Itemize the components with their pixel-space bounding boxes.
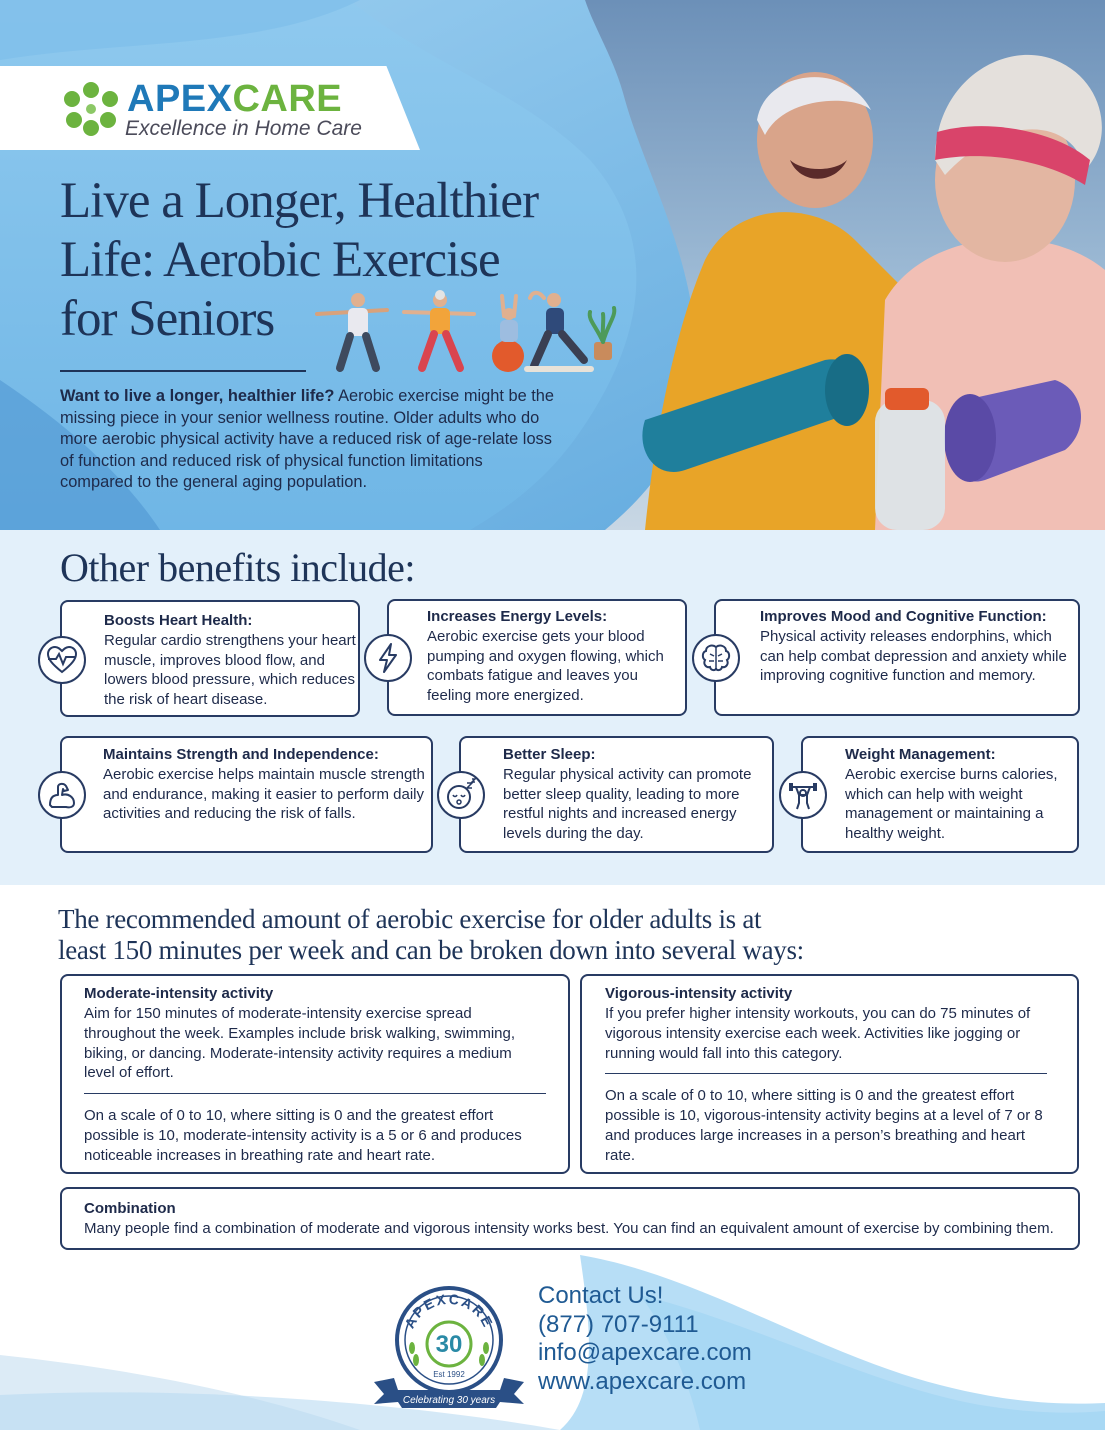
recommendation-heading	[58, 904, 958, 966]
badge-ribbon-text: Celebrating 30 years	[402, 1395, 496, 1406]
flower-logo-icon	[60, 80, 122, 136]
contact-website[interactable]: www.apexcare.com	[538, 1367, 747, 1395]
sleeping-face-icon	[437, 771, 485, 819]
weightlifter-icon	[779, 771, 827, 819]
moderate-title: Moderate-intensity activity	[84, 985, 274, 1002]
contact-block	[538, 1282, 752, 1396]
benefit-card-mood	[714, 599, 1080, 716]
moderate-text-1: Aim for 150 minutes of moderate-intensity exercise spread throughout the week. Examples include brisk walking, swimming, biking, or dancing. Moderate-intensity activity requires a medium level of effort.	[84, 1005, 516, 1082]
benefits-heading: Other benefits include:	[60, 545, 416, 590]
recommendation-heading-line-2: least 150 minutes per week and can be broken down into several ways:	[58, 935, 804, 965]
vigorous-text-2: On a scale of 0 to 10, where sitting is 0 and the greatest effort possible is 10, vigorous-intensity activity begins at a level of 7 or 8 and produces large increases in a person’s breathing and heart rate.	[605, 1087, 1043, 1164]
exercising-seniors-illustration	[312, 286, 622, 378]
hero-section	[0, 0, 1105, 530]
benefit-title: Boosts Heart Health:	[104, 612, 253, 629]
contact-heading: Contact Us!	[538, 1282, 664, 1309]
benefit-text: Aerobic exercise helps maintain muscle strength and endurance, making it easier to perform daily activities and reducing the risk of falls.	[103, 766, 425, 823]
badge-established: Est 1992	[433, 1370, 465, 1379]
title-line-2: Life: Aerobic Exercise	[60, 232, 500, 288]
title-line-3: for Seniors	[60, 291, 275, 347]
vigorous-divider	[605, 1073, 1047, 1074]
recommendation-heading-line-1: The recommended amount of aerobic exercise for older adults is at	[58, 904, 762, 934]
logo-care: CARE	[232, 78, 343, 120]
benefit-text: Aerobic exercise gets your blood pumping and oxygen flowing, which combats fatigue and leaves you feeling more energized.	[427, 628, 664, 704]
moderate-activity-box	[60, 974, 570, 1174]
anniversary-badge	[368, 1286, 530, 1410]
logo-tagline: Excellence in Home Care	[125, 117, 362, 140]
intro-lead: Want to live a longer, healthier life?	[60, 387, 335, 405]
lightning-bolt-icon	[364, 634, 412, 682]
badge-number: 30	[435, 1331, 463, 1358]
benefit-title: Weight Management:	[845, 746, 996, 763]
benefit-card-energy	[387, 599, 687, 716]
combination-text: Many people find a combination of moderate and vigorous intensity works best. You can find an equivalent amount of exercise by combining them.	[84, 1220, 1054, 1237]
intro-paragraph	[60, 386, 560, 494]
vigorous-title: Vigorous-intensity activity	[605, 985, 793, 1002]
seniors-photo	[585, 0, 1105, 530]
benefit-card-weight	[801, 736, 1079, 853]
contact-phone[interactable]: (877) 707-9111	[538, 1310, 699, 1338]
benefit-text: Aerobic exercise burns calories, which can help with weight management or maintaining a healthy weight.	[845, 766, 1058, 842]
benefit-text: Regular physical activity can promote better sleep quality, leading to more restful nights and increased energy levels during the day.	[503, 766, 752, 842]
benefit-title: Better Sleep:	[503, 746, 596, 763]
moderate-divider	[84, 1093, 546, 1094]
combination-box	[60, 1187, 1080, 1250]
brain-icon	[692, 634, 740, 682]
title-divider	[60, 370, 306, 372]
benefit-text: Regular cardio strengthens your heart muscle, improves blood flow, and lowers blood pressure, which reduces the risk of heart disease.	[104, 632, 356, 708]
heart-pulse-icon	[38, 636, 86, 684]
contact-email[interactable]: info@apexcare.com	[538, 1339, 752, 1366]
logo-wordmark[interactable]	[127, 78, 342, 121]
benefit-title: Improves Mood and Cognitive Function:	[760, 608, 1047, 625]
vigorous-activity-box	[580, 974, 1079, 1174]
logo-apex: APEX	[127, 78, 233, 120]
vigorous-text-1: If you prefer higher intensity workouts, you can do 75 minutes of vigorous intensity exercise each week. Activities like jogging or running would fall into this category.	[605, 1005, 1031, 1062]
title-line-1: Live a Longer, Healthier	[60, 173, 539, 229]
benefit-title: Increases Energy Levels:	[427, 608, 608, 625]
moderate-text-2: On a scale of 0 to 10, where sitting is 0 and the greatest effort possible is 10, moderate-intensity activity is a 5 or 6 and produces noticeable increases in breathing rate and heart rate.	[84, 1107, 522, 1164]
badge-brand: APEXCARE	[401, 1290, 497, 1331]
benefit-title: Maintains Strength and Independence:	[103, 746, 379, 763]
combination-title: Combination	[84, 1200, 176, 1217]
intro-body: Aerobic exercise might be the missing piece in your senior wellness routine. Older adults who do more aerobic physical activity have a reduced risk of age-relate loss of function and reduced risk of physical function limitations compared to the general aging population.	[60, 387, 555, 492]
benefit-card-heart	[60, 600, 360, 717]
flexed-arm-icon	[38, 771, 86, 819]
benefit-text: Physical activity releases endorphins, which can help combat depression and anxiety while improving cognitive function and memory.	[760, 628, 1067, 685]
benefit-card-strength	[60, 736, 433, 853]
benefit-card-sleep	[459, 736, 774, 853]
